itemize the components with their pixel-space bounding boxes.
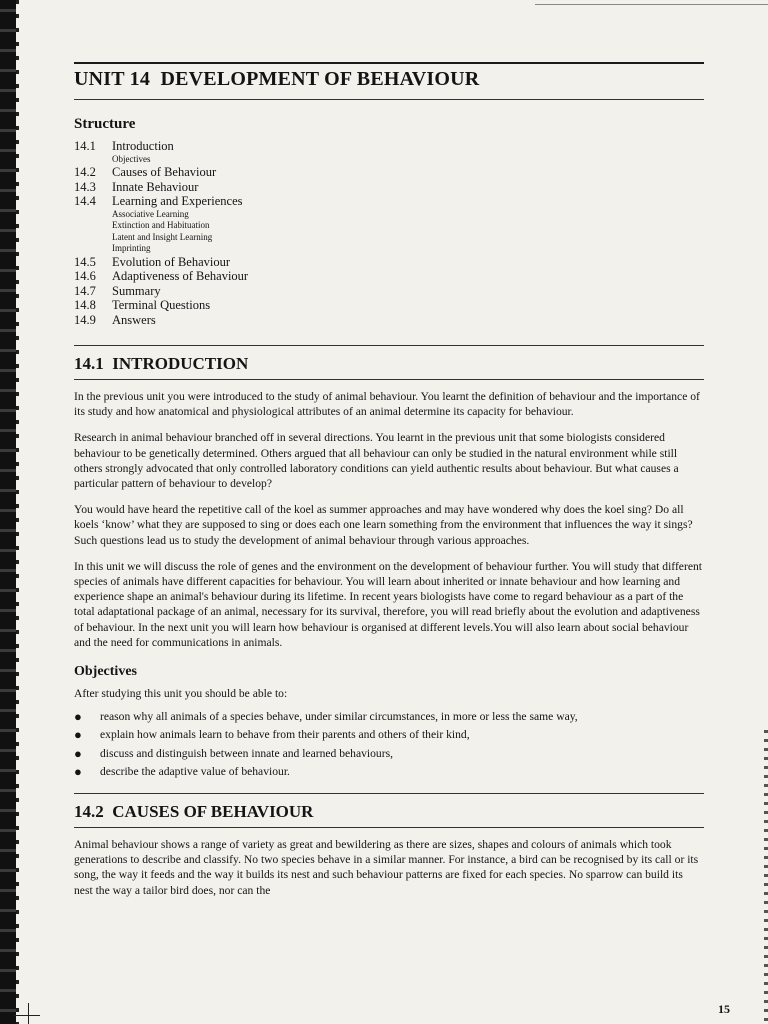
toc-item-number: 14.6 (74, 269, 96, 283)
list-item (74, 709, 704, 724)
toc-item (74, 180, 704, 195)
list-item-text: reason why all animals of a species behave, under similar circumstances, in more or less the same way, (100, 710, 578, 724)
toc-subitem: Associative Learning (112, 208, 189, 219)
list-item-text: discuss and distinguish between innate and learned behaviours, (100, 746, 393, 760)
toc-item-label: Learning and Experiences (112, 194, 243, 208)
toc-item (74, 139, 704, 154)
unit-title: UNIT 14 DEVELOPMENT OF BEHAVIOUR (74, 68, 480, 90)
objectives-heading: Objectives (74, 664, 137, 680)
toc-item (74, 298, 704, 313)
toc-item-number: 14.2 (74, 165, 96, 179)
crop-mark (14, 1015, 40, 1016)
toc-item (74, 194, 704, 209)
toc-item-label: Innate Behaviour (112, 179, 199, 194)
intro-paragraph: Research in animal behaviour branched off in several directions. You learnt in the previous unit that some biologists considered behaviour to be genetically determined. Others argued that all behaviour can only be studied in the natural environment while still others strongly advocated that only controlled laboratory conditions can yield authentic results about behaviour. But what causes a particular pattern of behaviour to develop? (74, 431, 679, 491)
list-item (74, 727, 704, 742)
toc-item (74, 165, 704, 180)
page-number: 15 (718, 1002, 730, 1016)
toc-item (74, 313, 704, 328)
intro-section-title: 14.1 INTRODUCTION (74, 354, 704, 380)
toc-item-number: 14.4 (74, 194, 96, 208)
table-of-contents (74, 139, 704, 327)
toc-item-number: 14.8 (74, 298, 96, 312)
bullet-icon: ● (74, 727, 82, 743)
toc-item (74, 284, 704, 299)
toc-item-number: 14.7 (74, 283, 96, 298)
toc-subitem: Objectives (112, 153, 151, 164)
toc-item-number: 14.5 (74, 254, 96, 269)
scan-top-rule (535, 4, 768, 5)
intro-paragraph: In this unit we will discuss the role of genes and the environment on the development of behaviour further. You will study that different species of animals have different capacities for behaviour. You will learn about inherited or innate behaviour and how learning and experience shape an animal's behaviour during its lifetime. In recent years biologists have come to regard behaviour as a part of the total adaptational package of an animal, necessary for its survival, therefore, you will read briefly about the evolution and adaptiveness of behaviour. In the next unit you will learn how behaviour is organised at different levels.You will also learn about social behaviour and the need for communications in animals. (74, 559, 702, 649)
causes-section-title: 14.2 CAUSES OF BEHAVIOUR (74, 802, 704, 828)
bullet-icon: ● (74, 745, 82, 761)
crop-mark (28, 1003, 29, 1024)
list-item-text: explain how animals learn to behave from their parents and others of their kind, (100, 728, 470, 742)
list-item-text: describe the adaptive value of behaviour. (100, 764, 290, 778)
toc-item (74, 269, 704, 284)
scan-binding-edge (0, 0, 16, 1024)
list-item (74, 746, 704, 761)
intro-paragraph: In the previous unit you were introduced to the study of animal behaviour. You learnt the definition of behaviour and the importance of its study and how anatomical and physiological attributes of an animal determine its capacity for behaviour. (74, 390, 700, 419)
toc-item-number: 14.1 (74, 139, 96, 153)
toc-item-number: 14.3 (74, 179, 96, 194)
bullet-icon: ● (74, 763, 82, 779)
scan-right-edge (764, 730, 768, 1024)
toc-item-number: 14.9 (74, 312, 96, 327)
section-rule (74, 345, 704, 346)
toc-item-label: Adaptiveness of Behaviour (112, 269, 249, 283)
top-rule (74, 62, 704, 64)
toc-item-label: Introduction (112, 139, 174, 153)
toc-subitem: Imprinting (112, 243, 151, 253)
title-rule (74, 99, 704, 100)
causes-paragraph: Animal behaviour shows a range of variety as great and bewildering as there are sizes, shapes and colours of animals which took generations to describe and classify. No two species behave in a similar manner. For instance, a bird can be recognised by its call or its song, the way it feeds and the way it builds its nest and such behaviour patterns are fixed for each species. No sparrow can build its nest the way a tailor bird does, nor can the (74, 838, 699, 897)
toc-subitem: Extinction and Habituation (112, 220, 210, 230)
toc-item-label: Causes of Behaviour (112, 165, 217, 179)
toc-item-label: Answers (112, 312, 156, 327)
list-item (74, 764, 704, 779)
section-rule (74, 793, 704, 794)
objectives-lead: After studying this unit you should be able to: (74, 687, 288, 701)
toc-item-label: Terminal Questions (112, 298, 211, 312)
structure-heading: Structure (74, 116, 136, 132)
document-page (74, 62, 704, 898)
toc-item-label: Summary (112, 283, 161, 298)
toc-item-label: Evolution of Behaviour (112, 254, 231, 269)
toc-item (74, 255, 704, 270)
toc-subitem: Latent and Insight Learning (112, 231, 213, 242)
objectives-list (74, 709, 704, 779)
bullet-icon: ● (74, 709, 82, 725)
intro-paragraph: You would have heard the repetitive call of the koel as summer approaches and may have wondered why does the koel sing? Do all koels ‘know’ what they are supposed to sing or does each one learn something from the environment that influences the way it sings? Such questions lead us to study the development of animal behaviour through various approaches. (74, 503, 693, 547)
